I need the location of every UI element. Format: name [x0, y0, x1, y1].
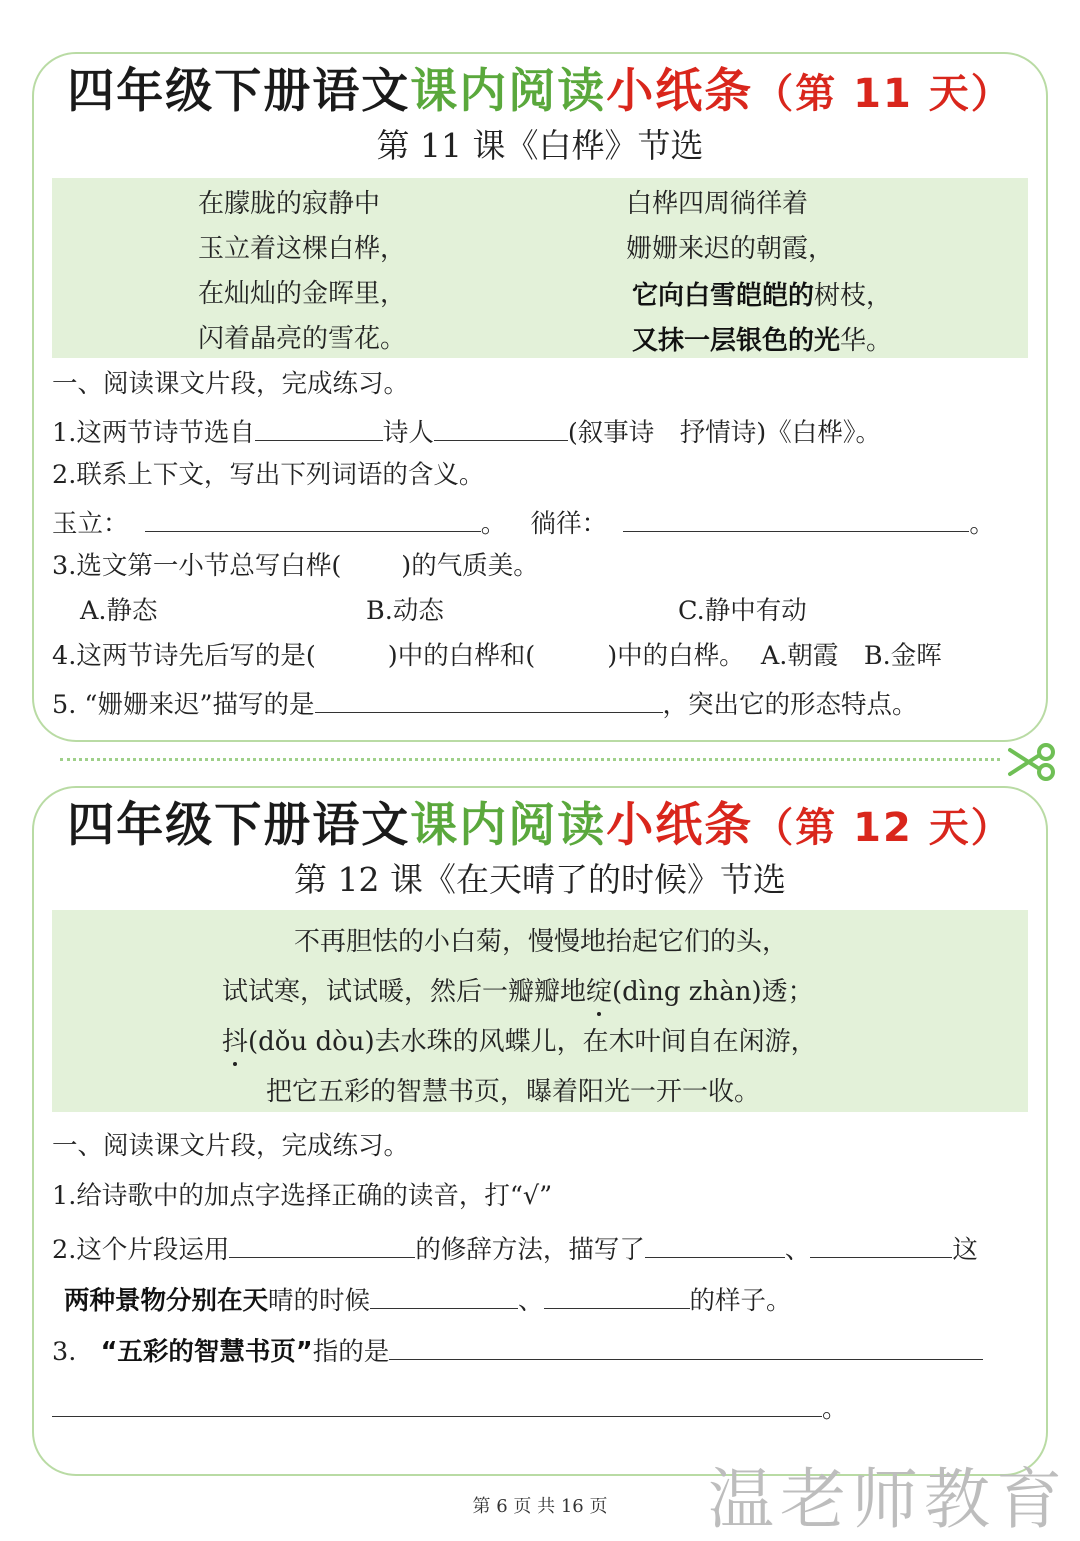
question-2-words: 玉立： 。 徜徉： 。: [52, 503, 995, 542]
poem-line: 闪着晶亮的雪花。: [198, 324, 407, 354]
answer-blank[interactable]: [544, 1280, 690, 1309]
answer-blank[interactable]: [434, 412, 568, 441]
poem-box: [52, 910, 1028, 1112]
worksheet-card-day-11: [32, 52, 1048, 742]
poem-box: [52, 178, 1028, 358]
answer-blank[interactable]: [810, 1229, 952, 1258]
answer-blank[interactable]: [623, 503, 969, 532]
poem-line: 在灿灿的金晖里，: [198, 279, 407, 309]
lesson-subtitle: 第 11 课《白桦》节选: [376, 126, 704, 165]
answer-blank[interactable]: [52, 1388, 822, 1417]
scissors-icon: [1004, 742, 1058, 782]
section-heading: 一、阅读课文片段，完成练习。: [52, 1131, 410, 1161]
option-a[interactable]: A.静态: [80, 596, 158, 626]
poem-line: 在朦胧的寂静中: [198, 189, 381, 219]
poem-line: 又抹一层银色的光华。: [632, 326, 893, 356]
answer-blank[interactable]: [389, 1331, 983, 1360]
poem-line: 白桦四周徜徉着: [626, 189, 809, 219]
poem-line: 姗姗来迟的朝霞，: [626, 234, 835, 264]
card-title: 四年级下册语文课内阅读小纸条（第 12 天）: [67, 798, 1013, 853]
question-3: 3.选文第一小节总写白桦( )的气质美。: [52, 551, 539, 581]
question-5: 5. “姗姗来迟”描写的是 ，突出它的形态特点。: [52, 684, 918, 723]
question-3: 3. “五彩的智慧书页”指的是: [52, 1331, 983, 1370]
option-b[interactable]: B.动态: [366, 596, 444, 626]
answer-blank[interactable]: [645, 1229, 785, 1258]
question-2-cont: 两种景物分别在天晴的时候 、 的样子。: [64, 1280, 792, 1319]
answer-blank[interactable]: [370, 1280, 518, 1309]
answer-blank[interactable]: [229, 1229, 415, 1258]
card-title: 四年级下册语文课内阅读小纸条（第 11 天）: [67, 64, 1013, 119]
question-3-cont: 。: [52, 1388, 848, 1427]
poem-line: 试试寒，试试暖，然后一瓣瓣地绽(dìng zhàn)透；: [222, 974, 814, 1010]
answer-blank[interactable]: [255, 412, 383, 441]
watermark: 温老师教育: [708, 1461, 1068, 1538]
poem-line: 把它五彩的智慧书页，曝着阳光一开一收。: [266, 1077, 761, 1107]
question-4: 4.这两节诗先后写的是( )中的白桦和( )中的白桦。 A.朝霞 B.金晖: [52, 641, 942, 671]
lesson-subtitle: 第 12 课《在天晴了的时候》节选: [294, 860, 786, 899]
cut-line: [60, 758, 1000, 761]
poem-line: 它向白雪皑皑的树枝，: [632, 281, 893, 311]
question-1: 1.给诗歌中的加点字选择正确的读音，打“√”: [52, 1181, 553, 1211]
question-1: 1.这两节诗节选自 诗人 (叙事诗 抒情诗)《白桦》。: [52, 412, 881, 451]
option-c[interactable]: C.静中有动: [678, 596, 807, 626]
poem-line: 抖(dǒu dòu)去水珠的风蝶儿，在木叶间自在闲游，: [222, 1024, 817, 1060]
answer-blank[interactable]: [315, 684, 663, 713]
answer-blank[interactable]: [145, 503, 481, 532]
poem-line: 不再胆怯的小白菊，慢慢地抬起它们的头，: [294, 927, 789, 957]
dotted-char: 抖: [222, 1024, 248, 1060]
question-2: 2.联系上下文，写出下列词语的含义。: [52, 460, 485, 490]
page-number: 第 6 页 共 16 页: [472, 1496, 608, 1517]
question-2: 2.这个片段运用 的修辞方法，描写了 、 这: [52, 1229, 978, 1268]
worksheet-card-day-12: [32, 786, 1048, 1476]
dotted-char: 绽: [586, 974, 612, 1010]
section-heading: 一、阅读课文片段，完成练习。: [52, 369, 410, 399]
poem-line: 玉立着这棵白桦，: [198, 234, 407, 264]
